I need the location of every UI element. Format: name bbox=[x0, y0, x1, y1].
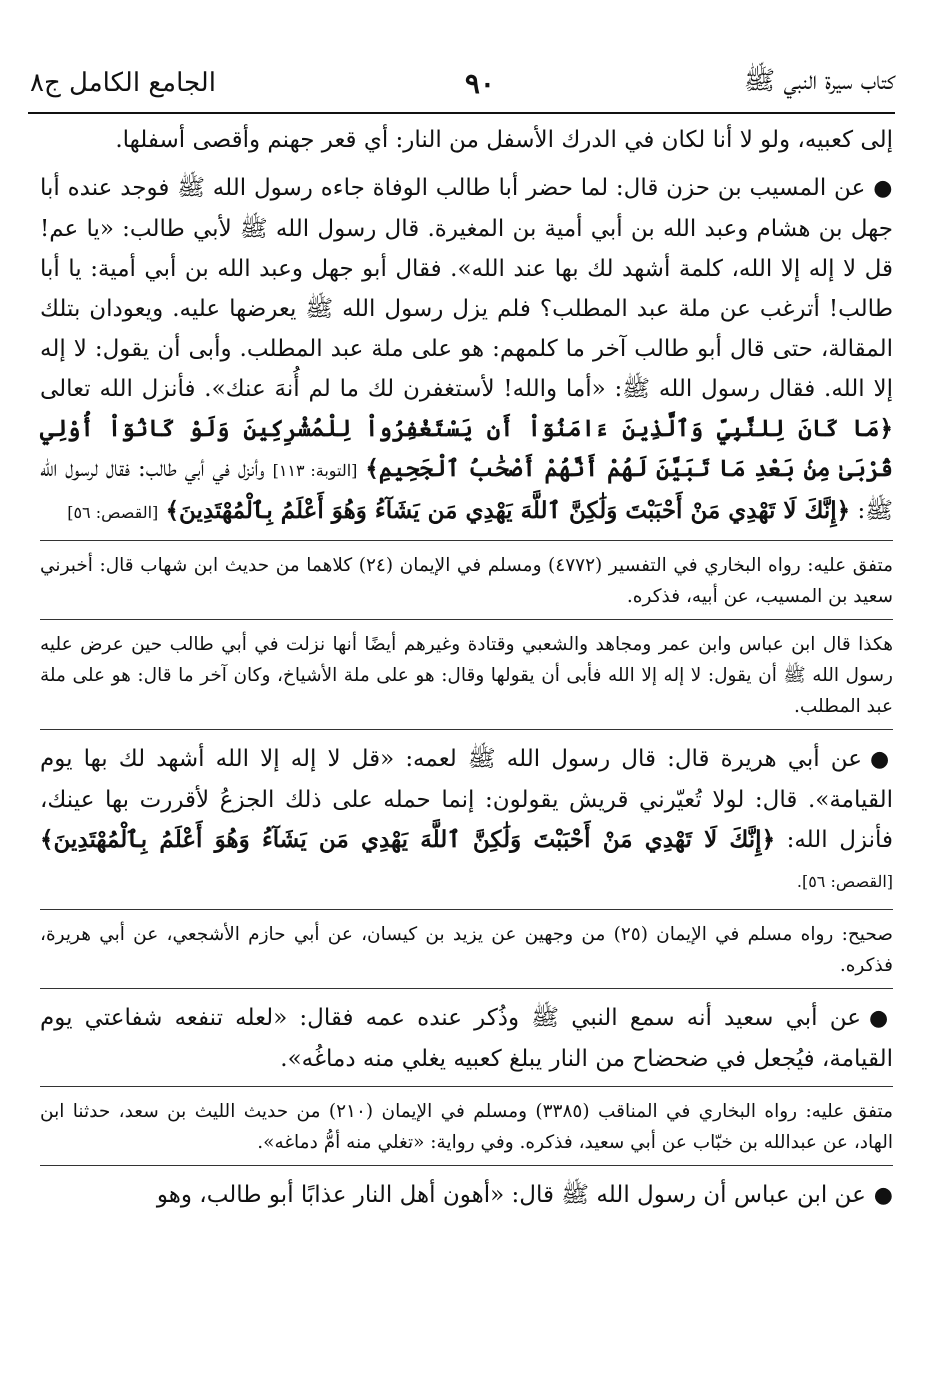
hadith-paragraph: ●عن أبي سعيد أنه سمع النبي ﷺ وذُكر عنده عمه فقال: «لعله تنفعه شفاعتي يوم القيامة، فيُجعل في ضحضاح من النار يبلغ كعبيه يغلي منه دماغُه». bbox=[40, 1005, 893, 1072]
hadith-paragraph: ●عن المسيب بن حزن قال: لما حضر أبا طالب الوفاة جاءه رسول الله ﷺ فوجد عنده أبا جهل بن هشام وعبد الله بن أبي أمية بن المغيرة. قال رسول الله ﷺ لأبي طالب: «يا عم! قل لا إله إلا الله، كلمة أشهد لك بها عند الله». فقال أبو جهل وعبد الله بن أبي أمية: يا أبا طالب! أترغب عن ملة عبد المطلب؟ فلم يزل رسول الله ﷺ يعرضها عليه. ويعودان بتلك المقالة، حتى قال أبو طالب آخر ما كلمهم: هو على ملة عبد المطلب. وأبى أن يقول: لا إله إلا الله. فقال رسول الله ﷺ: «أما والله! لأستغفرن لك ما لم أُنهَ عنك». فأنزل الله تعالى ﴿مَا كَانَ لِلنَّبِيِّ وَٱلَّذِينَ ءَامَنُوٓاْ أَن يَسْتَغْفِرُواْ لِلْمُشْرِكِينَ وَلَوْ كَانُوٓاْ أُوْلِي قُرْبَىٰ مِنۢ بَعْدِ مَا تَبَيَّنَ لَهُمْ أَنَّهُمْ أَصْحَٰبُ ٱلْجَحِيمِ﴾ [التوبة: ١١٣] وأنزل في أبي طالب: فقال لرسول الله ﷺ: ﴿إِنَّكَ لَا تَهْدِي مَنْ أَحْبَبْتَ وَلَٰكِنَّ ٱللَّهَ يَهْدِي مَن يَشَآءُ وَهُوَ أَعْلَمُ بِٱلْمُهْتَدِينَ﴾ [القصص: ٥٦] bbox=[40, 175, 894, 524]
section-divider bbox=[40, 909, 893, 910]
header-rule bbox=[28, 112, 895, 114]
commentary-note: هكذا قال ابن عباس وابن عمر ومجاهد والشعبي وقتادة وغيرهم أيضًا أنها نزلت في أبي طالب حين عرض عليه رسول الله ﷺ أن يقول: لا إله إلا الله فأبى أن يقولها وقال: هو على ملة الأشياخ، وكان آخر ما قال: هو على ملة عبد المطلب. bbox=[40, 634, 893, 717]
quran-verse: ﴿إِنَّكَ لَا تَهْدِي مَنْ أَحْبَبْتَ وَلَٰكِنَّ ٱللَّهَ يَهْدِي مَن يَشَآءُ وَهُوَ أَعْلَمُ بِٱلْمُهْتَدِينَ﴾ bbox=[40, 826, 776, 853]
header-volume-title: الجامع الكامل ج٨ bbox=[30, 68, 216, 98]
paragraph-continuation: إلى كعبيه، ولو لا أنا لكان في الدرك الأسفل من النار: أي قعر جهنم وأقصى أسفلها. bbox=[115, 127, 893, 153]
section-divider bbox=[40, 1165, 893, 1166]
section-divider bbox=[40, 540, 893, 541]
header-book-title: كتاب سيرة النبي ﷺ bbox=[743, 66, 895, 96]
page-number: ٩٠ bbox=[464, 66, 495, 100]
running-header bbox=[30, 58, 895, 108]
verse-reference: [القصص: ٥٦]. bbox=[796, 872, 893, 891]
bullet-icon: ● bbox=[873, 1183, 893, 1208]
takhrij-note: متفق عليه: رواه البخاري في التفسير (٤٧٧٢) ومسلم في الإيمان (٢٤) كلاهما من حديث ابن شهاب قال: أخبرني سعيد بن المسيب، عن أبيه، فذكره. bbox=[40, 555, 894, 607]
bullet-icon: ● bbox=[870, 747, 893, 772]
page-body bbox=[40, 120, 893, 1216]
section-divider bbox=[40, 988, 893, 989]
verse-reference: [التوبة: ١١٣] bbox=[272, 461, 358, 480]
section-divider bbox=[40, 729, 893, 730]
section-divider bbox=[40, 619, 893, 620]
takhrij-note: صحيح: رواه مسلم في الإيمان (٢٥) من وجهين عن يزيد بن كيسان، عن أبي حازم الأشجعي، عن أبي هريرة، فذكره. bbox=[40, 924, 893, 976]
verse-reference: [القصص: ٥٦] bbox=[67, 503, 159, 522]
hadith-paragraph: ●عن أبي هريرة قال: قال رسول الله ﷺ لعمه: «قل لا إله إلا الله أشهد لك بها يوم القيامة». قال: لولا تُعيّرني قريش يقولون: إنما حمله على ذلك الجزعُ لأقررت بها عينك، فأنزل الله: ﴿إِنَّكَ لَا تَهْدِي مَنْ أَحْبَبْتَ وَلَٰكِنَّ ٱللَّهَ يَهْدِي مَن يَشَآءُ وَهُوَ أَعْلَمُ بِٱلْمُهْتَدِينَ﴾ [القصص: ٥٦]. bbox=[40, 746, 894, 891]
takhrij-note: متفق عليه: رواه البخاري في المناقب (٣٣٨٥) ومسلم في الإيمان (٢١٠) من حديث الليث بن سعد، حدثنا ابن الهاد، عن عبدالله بن خبّاب عن أبي سعيد، فذكره. وفي رواية: «تغلي منه أمُّ دماغه». bbox=[40, 1101, 893, 1153]
quran-verse: ﴿إِنَّكَ لَا تَهْدِي مَنْ أَحْبَبْتَ وَلَٰكِنَّ ٱللَّهَ يَهْدِي مَن يَشَآءُ وَهُوَ أَعْلَمُ بِٱلْمُهْتَدِينَ﴾ bbox=[165, 497, 851, 524]
quran-verse: ﴿مَا كَانَ لِلنَّبِيِّ وَٱلَّذِينَ ءَامَنُوٓاْ أَن يَسْتَغْفِرُواْ لِلْمُشْرِكِينَ وَلَوْ كَانُوٓاْ أُوْلِي قُرْبَىٰ مِنۢ بَعْدِ مَا تَبَيَّنَ لَهُمْ أَنَّهُمْ أَصْحَٰبُ ٱلْجَحِيمِ﴾ bbox=[40, 415, 894, 482]
bullet-icon: ● bbox=[873, 176, 893, 201]
bullet-icon: ● bbox=[868, 1006, 893, 1031]
hadith-paragraph: ●عن ابن عباس أن رسول الله ﷺ قال: «أهون أهل النار عذابًا أبو طالب، وهو bbox=[156, 1182, 893, 1208]
section-divider bbox=[40, 1086, 893, 1087]
